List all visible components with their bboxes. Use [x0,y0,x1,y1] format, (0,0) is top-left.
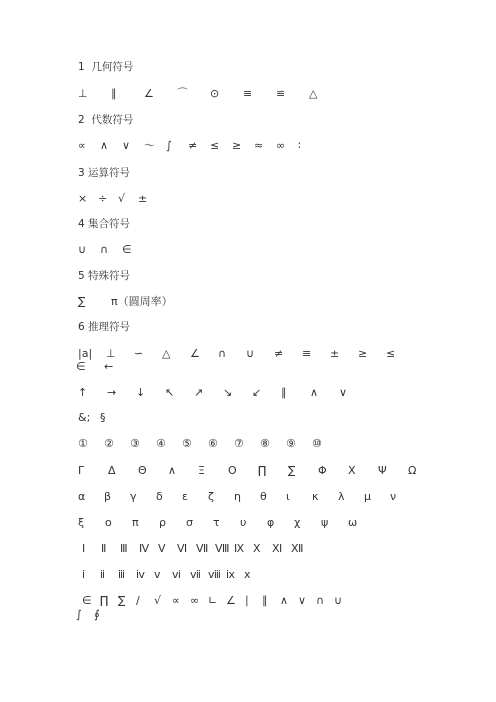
heading-reasoning: 6 推理符号 [78,321,131,333]
symbol: ≤ [210,139,220,152]
symbol: ρ [159,516,166,529]
symbol: ⅹ [244,568,251,581]
symbol: θ [260,490,267,503]
symbol: ∠ [226,594,236,607]
symbol: ∪ [334,594,343,607]
symbol: ⅸ [226,568,236,581]
symbol: ξ [78,516,85,529]
symbol-row-operation [78,192,158,206]
symbol-row-special [78,295,173,309]
symbol-row-reasoning-2 [76,360,132,374]
symbol: ∣ [244,594,250,607]
symbol: ν [390,490,397,503]
symbol: δ [156,490,163,503]
symbol: ÷ [98,192,108,205]
symbol: ⅴ [154,568,161,581]
symbol-row-misc [78,411,122,425]
symbol: Φ [318,464,327,477]
symbol: ⑨ [286,437,296,450]
symbol: Ο [228,464,237,477]
symbol: Δ [108,464,116,477]
symbol: η [234,490,241,503]
symbol: ∞ [276,139,286,152]
symbol: ⑧ [260,437,270,450]
symbol: |a| [78,347,93,360]
symbol: Χ [348,464,356,477]
symbol: ⅷ [208,568,221,581]
symbol: ∨ [339,386,348,399]
symbol: ∨ [122,139,131,152]
symbol: λ [338,490,345,503]
symbol: Ⅰ [82,542,86,555]
symbol: Ⅵ [177,542,188,555]
symbol: § [100,411,106,424]
symbol: ⅲ [118,568,126,581]
symbol-row-roman-upper [82,542,310,556]
heading-special: 5 特殊符号 [78,270,131,282]
symbol: Ⅹ [253,542,261,555]
symbol: ③ [130,437,140,450]
symbol: ④ [156,437,166,450]
symbol: ≈ [254,139,264,152]
symbol-row-greek-lower-1 [78,490,416,504]
symbol: ∥ [262,594,268,607]
symbol: ∧ [168,464,177,477]
symbol: μ [364,490,371,503]
symbol: ∧ [310,386,319,399]
symbol: ∩ [316,594,325,607]
symbol: ∠ [190,347,200,360]
symbol: ⅵ [172,568,181,581]
symbol: ≤ [386,347,396,360]
symbol: ↙ [252,386,262,399]
symbol: Ⅶ [196,542,209,555]
symbol: ο [105,516,112,529]
symbol: Ⅺ [272,542,283,555]
symbol: σ [186,516,193,529]
symbol: Ⅳ [139,542,150,555]
symbol: × [78,192,88,205]
symbol: ∈ [122,243,132,256]
heading-operation: 3 运算符号 [78,167,131,179]
symbol: ∶ [298,139,301,152]
symbol: ∩ [218,347,227,360]
symbol: ω [348,516,358,529]
symbol: Ⅴ [158,542,166,555]
symbol: ∝ [172,594,180,607]
symbol: Ⅷ [215,542,230,555]
symbol-row-algebra [78,139,320,153]
symbol-row-greek-lower-2 [78,516,375,530]
symbol: ∧ [280,594,289,607]
symbol: ↘ [223,386,233,399]
symbol: ⅱ [100,568,106,581]
symbol: ∏ [258,464,267,477]
symbol: Ψ [378,464,387,477]
symbol: π（圆周率） [111,295,173,308]
symbol: ⑦ [234,437,244,450]
symbol: ≥ [232,139,242,152]
symbol: ⊥ [78,87,88,100]
symbol: ← [104,360,114,373]
symbol: ≡ [243,87,253,100]
symbol: ψ [321,516,329,529]
symbol-row-arrows [78,386,368,400]
symbol: ～ [144,139,155,152]
symbol: ≥ [358,347,368,360]
symbol: γ [130,490,137,503]
symbol: &; [78,411,91,424]
symbol: Ξ [198,464,205,477]
symbol: √ [154,594,162,607]
symbol: ∨ [298,594,307,607]
symbol: υ [240,516,247,529]
symbol: ⑥ [208,437,218,450]
symbol: ∝ [78,139,86,152]
symbol: ⑩ [312,437,322,450]
symbol-row-math-2 [76,608,112,622]
symbol: ≌ [276,87,286,100]
symbol: ∮ [94,608,100,621]
symbol: ∏ [100,594,109,607]
symbol: ∑ [78,295,86,308]
symbol: ≠ [274,347,284,360]
symbol: ↖ [165,386,175,399]
symbol: Θ [138,464,147,477]
symbol: ⊙ [210,87,220,100]
symbol-row-set [78,243,144,257]
symbol: ∽ [134,347,144,360]
symbol: ∫ [76,608,82,621]
symbol: ε [182,490,188,503]
symbol: Ⅸ [234,542,245,555]
symbol-row-roman-lower [82,568,262,582]
symbol: κ [312,490,319,503]
symbol: Ⅻ [291,542,304,555]
symbol: ∪ [78,243,87,256]
heading-algebra: 2 代数符号 [78,114,134,126]
symbol: ↓ [136,386,146,399]
symbol: → [107,386,117,399]
symbol: √ [118,192,126,205]
symbol: ι [286,490,290,503]
symbol-row-reasoning-1 [78,347,414,361]
symbol: β [104,490,112,503]
symbol: ∈ [76,360,86,373]
symbol: ≠ [188,139,198,152]
symbol: Γ [78,464,85,477]
symbol: ∕ [136,594,140,607]
symbol: α [78,490,86,503]
symbol: ∥ [281,386,287,399]
symbol: τ [213,516,220,529]
symbol-row-greek-upper [78,464,438,478]
symbol: Ⅲ [120,542,128,555]
symbol: ∧ [100,139,109,152]
symbol: π [132,516,139,529]
symbol: Ⅱ [101,542,107,555]
heading-set: 4 集合符号 [78,218,131,230]
symbol: ∪ [246,347,255,360]
symbol-row-geometry [78,87,342,101]
symbol: ↑ [78,386,88,399]
symbol: ≡ [302,347,312,360]
symbol: ⌒ [177,87,188,100]
symbol: △ [309,87,318,100]
symbol: ⅶ [190,568,201,581]
symbol: ∑ [118,594,126,607]
symbol: ⑤ [182,437,192,450]
symbol: ± [138,192,148,205]
symbol-row-circled-numbers [78,437,338,451]
symbol: ∩ [100,243,109,256]
symbol: ∟ [208,594,218,607]
symbol: △ [162,347,171,360]
symbol: Ω [408,464,417,477]
symbol: ζ [208,490,214,503]
symbol: ± [330,347,340,360]
symbol: ⊥ [106,347,116,360]
heading-geometry: 1 几何符号 [78,61,134,73]
symbol: ∑ [288,464,296,477]
symbol: ② [104,437,114,450]
symbol: ↗ [194,386,204,399]
symbol: ∫ [166,139,172,152]
symbol: χ [294,516,301,529]
symbol: ∥ [111,87,117,100]
symbol: ∠ [144,87,154,100]
symbol: ∞ [190,594,200,607]
symbol: φ [267,516,275,529]
symbol-row-math-1 [82,594,352,608]
symbol: ⅰ [82,568,86,581]
symbol: ① [78,437,88,450]
symbol: ∈ [82,594,92,607]
symbol: ⅳ [136,568,145,581]
